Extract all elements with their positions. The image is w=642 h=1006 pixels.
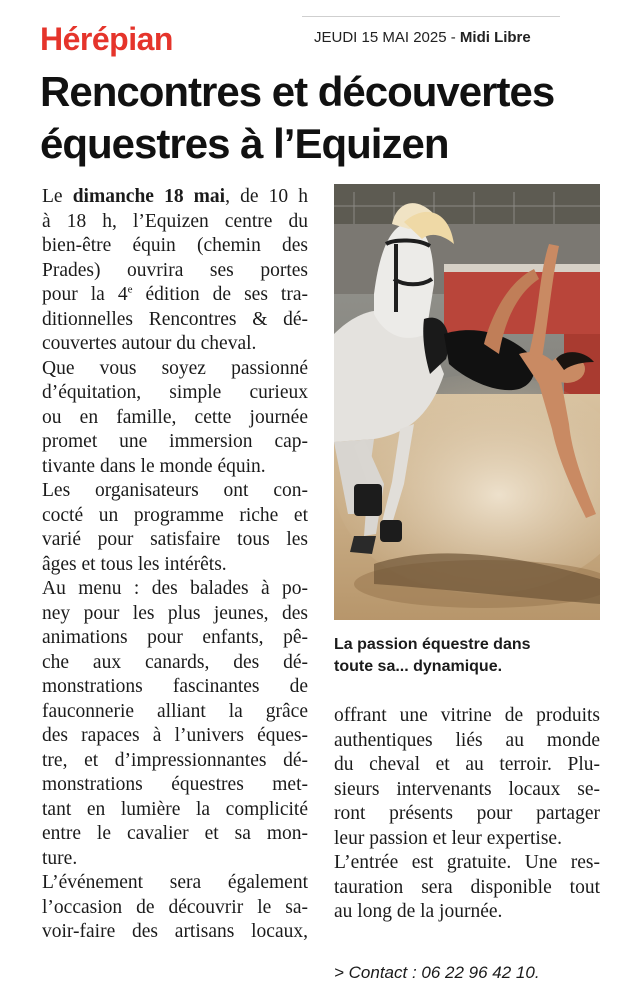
text-line: L’événement sera également [42, 872, 308, 893]
text-line: L’entrée est gratuite. Une res- [334, 852, 600, 873]
text-line: cocté un programme riche et [42, 504, 308, 526]
text-line: ney pour les plus jeunes, des [42, 602, 308, 624]
text-line: tivante dans le monde équin. [42, 455, 266, 477]
text-line: varié pour satisfaire tous les [42, 529, 308, 550]
text-line: tant en lumière la complicité [42, 798, 308, 820]
article-column-left [42, 185, 308, 945]
text-line: ront présents pour partager [334, 803, 600, 824]
text-line: leur passion et leur expertise. [334, 827, 562, 849]
town-name: Hérépian [40, 21, 173, 57]
horse-rider-illustration [334, 184, 600, 620]
text-line: ture. [42, 847, 78, 869]
text-line [42, 283, 308, 308]
text-line: au long de la journée. [334, 901, 503, 922]
caption-line: La passion équestre dans [334, 636, 531, 653]
text-line: che aux canards, des dé- [42, 651, 308, 673]
text-span: pour la 4 [42, 284, 128, 305]
headline-line: équestres à l’Equizen [40, 120, 449, 167]
dateline-separator: - [446, 29, 460, 46]
contact-line: > Contact : 06 22 96 42 10. [334, 963, 540, 982]
event-date: dimanche 18 mai [72, 186, 226, 207]
text-line: Prades) ouvrira ses portes [42, 259, 308, 281]
text-line: sieurs intervenants locaux se- [334, 778, 600, 800]
text-span: Le [42, 186, 73, 207]
text-line: tre, et d’impressionnantes dé- [42, 749, 308, 771]
text-line: à 18 h, l’Equizen centre du [42, 210, 308, 232]
text-line: offrant une vitrine de produits [334, 705, 600, 726]
text-line [42, 185, 308, 210]
text-span: édition de ses tra- [132, 284, 308, 305]
dateline [314, 28, 531, 48]
caption-line: toute sa... dynamique. [334, 658, 503, 675]
text-line: ou en famille, cette journée [42, 406, 308, 428]
text-line: Que vous soyez passionné [42, 357, 308, 379]
text-line: âges et tous les intérêts. [42, 553, 227, 575]
text-line: fauconnerie alliant la grâce [42, 700, 308, 722]
text-line: Au menu : des balades à po- [42, 578, 308, 599]
article-column-right [334, 704, 600, 925]
text-line: monstrations équestres met- [42, 774, 308, 795]
text-line: des rapaces à l’univers éques- [42, 725, 308, 746]
photo-caption [334, 634, 600, 678]
text-line: du cheval et au terroir. Plu- [334, 754, 600, 775]
text-line: Les organisateurs ont con- [42, 480, 308, 501]
text-line: animations pour enfants, pê- [42, 627, 308, 648]
ordinal-suffix: e [127, 283, 133, 296]
article-headline [40, 66, 610, 170]
text-line: authentiques liés au monde [334, 729, 600, 751]
text-line: couvertes autour du cheval. [42, 333, 257, 354]
headline-line: Rencontres et découvertes [40, 68, 555, 115]
text-line: d’équitation, simple curieux [42, 382, 308, 403]
text-line: promet une immersion cap- [42, 431, 308, 452]
text-line: monstrations fascinantes de [42, 676, 308, 697]
text-span: , de 10 h [225, 186, 308, 207]
text-line: entre le cavalier et sa mon- [42, 823, 308, 844]
text-line: bien-être équin (chemin des [42, 235, 308, 256]
issue-date: JEUDI 15 MAI 2025 [314, 29, 447, 46]
header-rule [302, 16, 560, 17]
text-line: l’occasion de découvrir le sa- [42, 896, 308, 918]
newspaper-name: Midi Libre [459, 29, 531, 46]
text-line: ditionnelles Rencontres & dé- [42, 308, 308, 330]
text-line: tauration sera disponible tout [334, 876, 600, 898]
text-line: voir-faire des artisans locaux, [42, 921, 308, 942]
article-photo [334, 184, 600, 620]
